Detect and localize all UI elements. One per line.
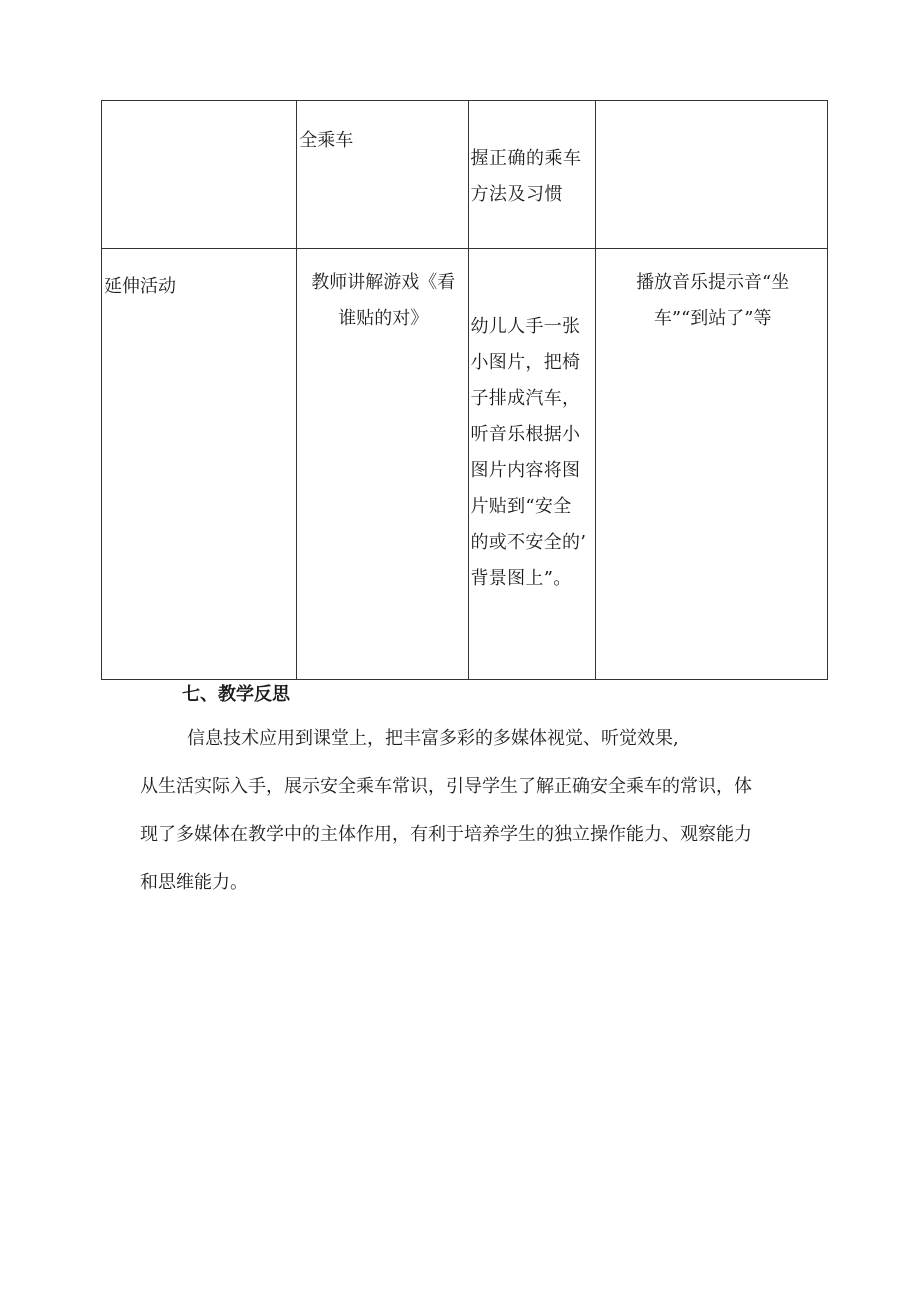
table-cell-activity-name [102,249,297,680]
paragraph-line: 从生活实际入手，展示安全乘车常识，引导学生了解正确安全乘车的常识，体 [140,776,752,797]
table-cell-text: 播放音乐提示音“坐 车”“到站了”等 [636,272,790,330]
table-cell-empty [102,101,297,249]
table-cell [468,101,595,249]
table-row [102,249,828,680]
table-cell-text: 延伸活动 [104,276,176,298]
table-cell-text: 幼儿人手一张 小图片，把椅 子排成汽车， 听音乐根据小 图片内容将图 片贴到“安全 的或不安全的’ 背景图上”。 [470,316,587,590]
table-cell-empty [595,101,827,249]
table-cell-student-activity [468,249,595,680]
table-cell-text: 教师讲解游戏《看 谁贴的对》 [311,272,456,330]
table-cell [297,101,468,249]
table-cell-teacher-activity [297,249,468,680]
section-heading: 七、教学反思 [182,684,290,705]
lesson-plan-table [101,100,828,680]
table-cell-media-usage [595,249,827,680]
paragraph-line: 信息技术应用到课堂上，把丰富多彩的多媒体视觉、听觉效果, [187,728,679,749]
paragraph-line: 和思维能力。 [140,872,248,893]
paragraph-line: 现了多媒体在教学中的主体作用，有利于培养学生的独立操作能力、观察能力 [140,824,752,845]
table-cell-text: 握正确的乘车 方法及习惯 [470,148,582,205]
table-row [102,101,828,249]
table-cell-text: 全乘车 [299,130,354,151]
